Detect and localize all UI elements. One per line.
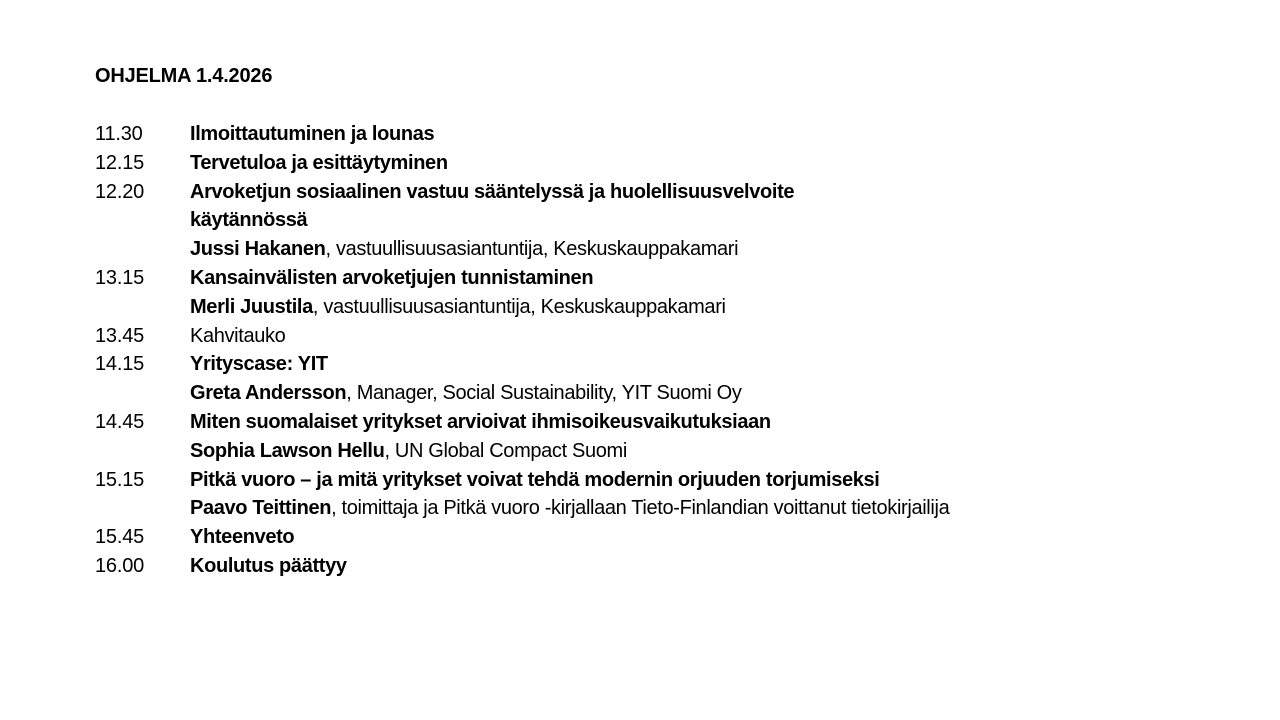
agenda-time: 14.45: [95, 410, 145, 433]
agenda-content: [190, 322, 1010, 351]
agenda-item: [95, 149, 1055, 178]
speaker-role: , vastuullisuusasiantuntija, Keskuskauppakamari: [325, 238, 739, 261]
agenda-content: [190, 408, 1010, 466]
speaker-role: , toimittaja ja Pitkä vuoro -kirjallaan Tieto-Finlandian voittanut tietokirjailija: [331, 497, 950, 520]
agenda-time: 15.45: [95, 526, 145, 549]
agenda-topic: Kansainvälisten arvoketjujen tunnistaminen: [190, 266, 594, 289]
agenda-item: [95, 408, 1055, 466]
agenda-content: [190, 120, 1010, 149]
agenda-item: [95, 178, 1055, 264]
agenda-content: [190, 466, 1020, 524]
agenda-topic: Arvoketjun sosiaalinen vastuu sääntelyssä ja huolellisuusvelvoite käytännössä: [190, 180, 795, 232]
speaker-role: , vastuullisuusasiantuntija, Keskuskauppakamari: [312, 295, 726, 318]
speaker-name: Merli Juustila: [190, 295, 313, 318]
agenda-content: [190, 523, 1010, 552]
speaker-name: Jussi Hakanen: [190, 238, 326, 261]
agenda-time: 13.15: [95, 266, 145, 289]
agenda-content: [190, 552, 1010, 581]
agenda-time: 12.15: [95, 151, 145, 174]
speaker-name: Greta Andersson: [190, 382, 347, 405]
agenda-list: [95, 120, 1055, 581]
agenda-time: 16.00: [95, 554, 145, 577]
agenda-topic: Yhteenveto: [190, 526, 295, 549]
agenda-item: [95, 120, 1055, 149]
agenda-time: 12.20: [95, 180, 145, 203]
speaker-name: Sophia Lawson Hellu: [190, 439, 385, 462]
agenda-content: [190, 264, 1010, 322]
agenda-content: [190, 178, 910, 264]
agenda-topic: Koulutus päättyy: [190, 554, 347, 577]
agenda-item: [95, 350, 1055, 408]
agenda-topic: Ilmoittautuminen ja lounas: [190, 123, 435, 145]
agenda-time: 13.45: [95, 324, 145, 347]
speaker-role: , Manager, Social Sustainability, YIT Suomi Oy: [346, 382, 742, 405]
agenda-topic: Pitkä vuoro – ja mitä yritykset voivat tehdä modernin orjuuden torjumiseksi: [190, 468, 880, 491]
speaker: [190, 437, 1010, 466]
agenda-item: [95, 322, 1055, 351]
speaker-name: Paavo Teittinen: [190, 497, 332, 520]
speaker: [190, 293, 1010, 322]
speaker: [190, 379, 1010, 408]
agenda-topic: Yrityscase: YIT: [190, 353, 328, 376]
program-title: OHJELMA 1.4.2026: [95, 65, 273, 87]
agenda-time: 15.15: [95, 468, 145, 491]
agenda-item: [95, 466, 1055, 524]
agenda-time: 11.30: [95, 123, 143, 145]
agenda-time: 14.15: [95, 353, 145, 376]
agenda-content: [190, 149, 1010, 178]
speaker-role: , UN Global Compact Suomi: [384, 439, 627, 462]
speaker: [190, 235, 910, 264]
speaker: [190, 494, 1020, 523]
agenda-topic: Tervetuloa ja esittäytyminen: [190, 151, 448, 174]
agenda-content: [190, 350, 1010, 408]
agenda-item: [95, 552, 1055, 581]
agenda-item: [95, 264, 1055, 322]
agenda-topic: Miten suomalaiset yritykset arvioivat ihmisoikeusvaikutuksiaan: [190, 410, 771, 433]
agenda-topic: Kahvitauko: [190, 324, 286, 347]
agenda-item: [95, 523, 1055, 552]
